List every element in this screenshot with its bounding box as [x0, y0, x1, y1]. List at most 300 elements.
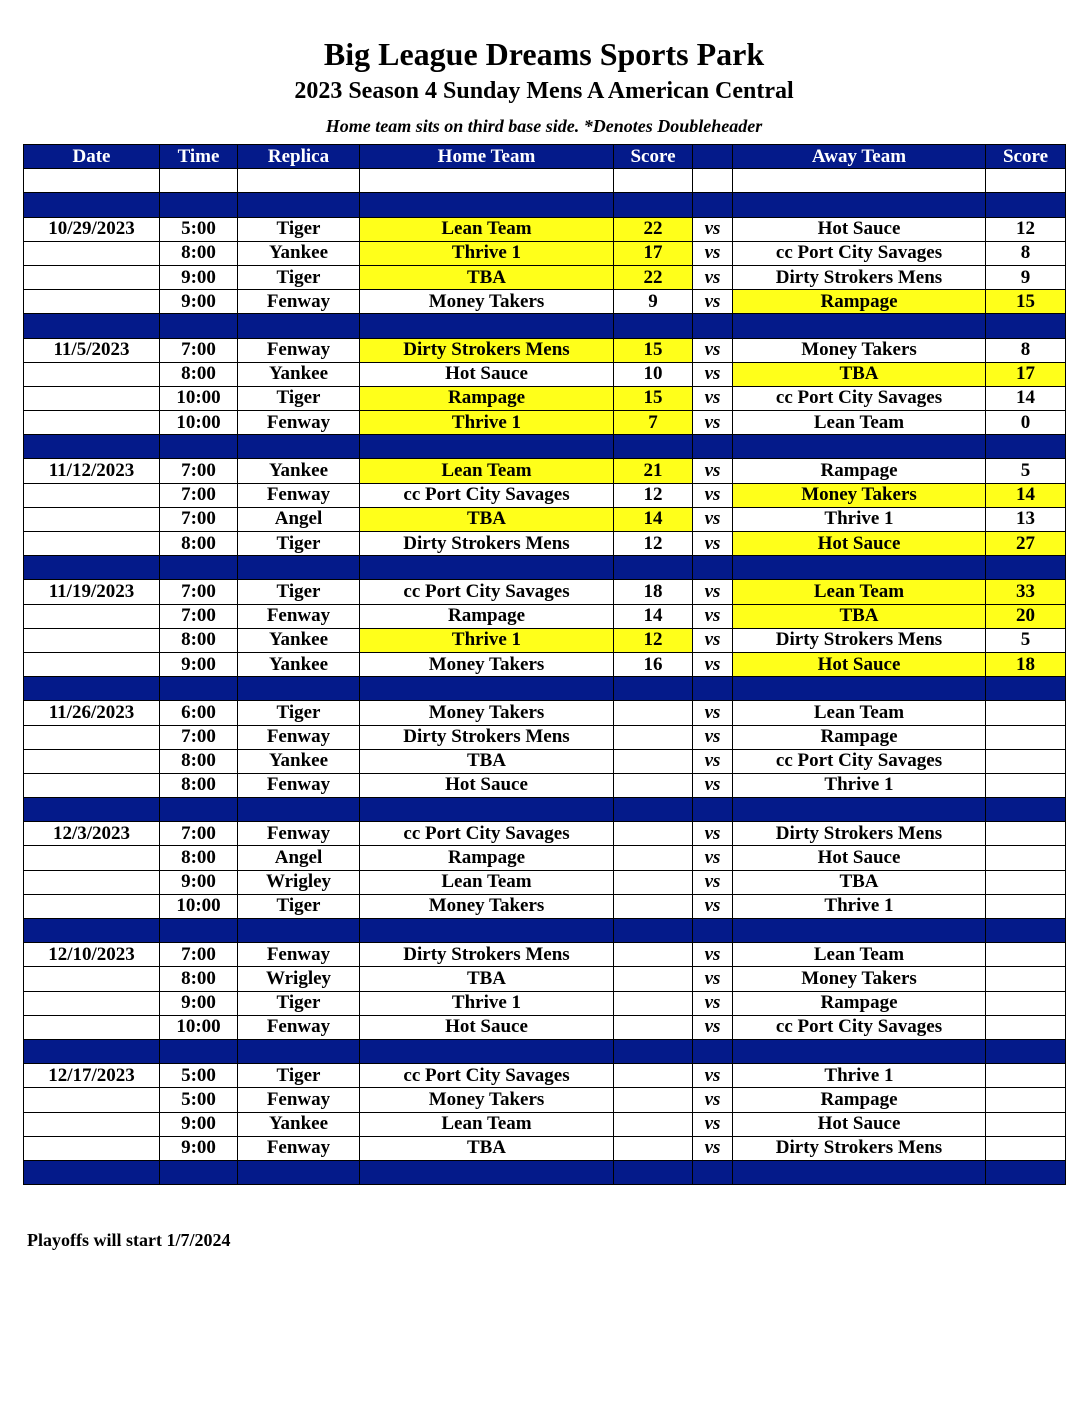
empty-cell — [733, 798, 986, 822]
empty-cell — [24, 1160, 160, 1184]
home-score: 12 — [614, 483, 693, 507]
game-time: 7:00 — [160, 822, 238, 846]
away-score: 14 — [986, 386, 1066, 410]
game-row — [24, 773, 1066, 797]
away-score: 33 — [986, 580, 1066, 604]
game-replica: Tiger — [238, 217, 360, 241]
home-score: 7 — [614, 411, 693, 435]
away-score: 8 — [986, 241, 1066, 265]
empty-cell — [360, 314, 614, 338]
game-date — [24, 894, 160, 918]
empty-cell — [160, 556, 238, 580]
game-date — [24, 749, 160, 773]
game-replica: Tiger — [238, 386, 360, 410]
empty-cell — [733, 169, 986, 193]
game-replica: Yankee — [238, 628, 360, 652]
away-score — [986, 773, 1066, 797]
vs-label: vs — [693, 362, 733, 386]
away-team: TBA — [733, 870, 986, 894]
home-score — [614, 943, 693, 967]
game-row — [24, 846, 1066, 870]
home-team: Hot Sauce — [360, 362, 614, 386]
away-score: 20 — [986, 604, 1066, 628]
home-score — [614, 870, 693, 894]
empty-cell — [693, 677, 733, 701]
home-team: Thrive 1 — [360, 991, 614, 1015]
home-score: 12 — [614, 628, 693, 652]
game-time: 7:00 — [160, 483, 238, 507]
away-team: Dirty Strokers Mens — [733, 1136, 986, 1160]
game-replica: Fenway — [238, 725, 360, 749]
empty-cell — [160, 435, 238, 459]
game-replica: Yankee — [238, 749, 360, 773]
week-separator-row — [24, 1039, 1066, 1063]
empty-cell — [733, 1039, 986, 1063]
away-score — [986, 1064, 1066, 1088]
vs-label: vs — [693, 265, 733, 289]
away-team: Thrive 1 — [733, 1064, 986, 1088]
home-score: 10 — [614, 362, 693, 386]
home-score: 15 — [614, 386, 693, 410]
home-team: Lean Team — [360, 217, 614, 241]
away-score: 13 — [986, 507, 1066, 531]
home-team: Thrive 1 — [360, 241, 614, 265]
vs-label: vs — [693, 459, 733, 483]
home-team: TBA — [360, 507, 614, 531]
empty-cell — [360, 677, 614, 701]
away-team: Rampage — [733, 991, 986, 1015]
home-team: Rampage — [360, 386, 614, 410]
game-date — [24, 846, 160, 870]
home-team: Dirty Strokers Mens — [360, 338, 614, 362]
game-row — [24, 749, 1066, 773]
vs-label: vs — [693, 628, 733, 652]
playoffs-note: Playoffs will start 1/7/2024 — [27, 1230, 231, 1250]
empty-cell — [24, 556, 160, 580]
empty-cell — [614, 556, 693, 580]
away-team: cc Port City Savages — [733, 241, 986, 265]
home-score — [614, 725, 693, 749]
header-time: Time — [160, 145, 238, 169]
empty-cell — [360, 1039, 614, 1063]
home-team: Dirty Strokers Mens — [360, 943, 614, 967]
home-team: cc Port City Savages — [360, 580, 614, 604]
home-score — [614, 1112, 693, 1136]
vs-label: vs — [693, 846, 733, 870]
home-score — [614, 991, 693, 1015]
away-score: 17 — [986, 362, 1066, 386]
vs-label: vs — [693, 870, 733, 894]
game-time: 8:00 — [160, 967, 238, 991]
empty-cell — [614, 435, 693, 459]
home-score: 14 — [614, 507, 693, 531]
game-time: 8:00 — [160, 628, 238, 652]
vs-label: vs — [693, 652, 733, 676]
home-team: Lean Team — [360, 1112, 614, 1136]
empty-cell — [360, 1160, 614, 1184]
away-score — [986, 822, 1066, 846]
empty-cell — [733, 677, 986, 701]
vs-label: vs — [693, 991, 733, 1015]
home-score — [614, 701, 693, 725]
away-team: Dirty Strokers Mens — [733, 265, 986, 289]
vs-label: vs — [693, 894, 733, 918]
away-team: Hot Sauce — [733, 532, 986, 556]
game-date: 11/5/2023 — [24, 338, 160, 362]
empty-cell — [24, 193, 160, 217]
away-team: Rampage — [733, 459, 986, 483]
empty-cell — [733, 919, 986, 943]
game-replica: Tiger — [238, 265, 360, 289]
game-row — [24, 265, 1066, 289]
game-date — [24, 265, 160, 289]
game-replica: Yankee — [238, 241, 360, 265]
empty-cell — [160, 314, 238, 338]
empty-cell — [24, 169, 160, 193]
game-time: 7:00 — [160, 725, 238, 749]
home-score: 18 — [614, 580, 693, 604]
game-replica: Yankee — [238, 459, 360, 483]
game-date — [24, 1112, 160, 1136]
game-time: 8:00 — [160, 773, 238, 797]
game-date — [24, 483, 160, 507]
away-score — [986, 1136, 1066, 1160]
game-time: 9:00 — [160, 870, 238, 894]
game-replica: Tiger — [238, 1064, 360, 1088]
away-score — [986, 1088, 1066, 1112]
home-team: TBA — [360, 265, 614, 289]
game-replica: Fenway — [238, 411, 360, 435]
game-replica: Tiger — [238, 894, 360, 918]
game-date — [24, 411, 160, 435]
vs-label: vs — [693, 822, 733, 846]
vs-label: vs — [693, 943, 733, 967]
game-time: 9:00 — [160, 265, 238, 289]
game-date — [24, 652, 160, 676]
away-score: 15 — [986, 290, 1066, 314]
game-replica: Fenway — [238, 290, 360, 314]
game-replica: Fenway — [238, 1088, 360, 1112]
game-replica: Yankee — [238, 652, 360, 676]
game-replica: Wrigley — [238, 870, 360, 894]
away-team: Lean Team — [733, 580, 986, 604]
game-time: 7:00 — [160, 338, 238, 362]
empty-cell — [733, 1160, 986, 1184]
away-team: Hot Sauce — [733, 217, 986, 241]
home-score — [614, 1088, 693, 1112]
empty-cell — [360, 919, 614, 943]
home-team: Lean Team — [360, 459, 614, 483]
header-away-score: Score — [986, 145, 1066, 169]
empty-cell — [986, 169, 1066, 193]
empty-cell — [360, 798, 614, 822]
empty-cell — [986, 1160, 1066, 1184]
away-team: Lean Team — [733, 411, 986, 435]
empty-cell — [238, 919, 360, 943]
empty-cell — [160, 1039, 238, 1063]
away-score — [986, 846, 1066, 870]
away-score: 27 — [986, 532, 1066, 556]
home-score — [614, 967, 693, 991]
home-score: 12 — [614, 532, 693, 556]
home-team: Money Takers — [360, 701, 614, 725]
home-score — [614, 894, 693, 918]
home-team: Lean Team — [360, 870, 614, 894]
empty-cell — [360, 169, 614, 193]
game-row — [24, 943, 1066, 967]
empty-cell — [693, 169, 733, 193]
away-score: 9 — [986, 265, 1066, 289]
empty-cell — [24, 919, 160, 943]
game-time: 5:00 — [160, 1088, 238, 1112]
game-row — [24, 991, 1066, 1015]
empty-cell — [614, 1039, 693, 1063]
game-date — [24, 628, 160, 652]
game-time: 10:00 — [160, 386, 238, 410]
empty-cell — [733, 314, 986, 338]
away-score — [986, 943, 1066, 967]
game-replica: Fenway — [238, 773, 360, 797]
game-date — [24, 991, 160, 1015]
empty-cell — [238, 1039, 360, 1063]
away-team: Thrive 1 — [733, 894, 986, 918]
vs-label: vs — [693, 773, 733, 797]
game-time: 10:00 — [160, 1015, 238, 1039]
game-row — [24, 1112, 1066, 1136]
vs-label: vs — [693, 241, 733, 265]
empty-cell — [986, 435, 1066, 459]
game-row — [24, 870, 1066, 894]
home-score: 17 — [614, 241, 693, 265]
home-score: 15 — [614, 338, 693, 362]
home-team: Money Takers — [360, 894, 614, 918]
empty-cell — [160, 1160, 238, 1184]
empty-cell — [160, 798, 238, 822]
away-team: cc Port City Savages — [733, 749, 986, 773]
game-replica: Fenway — [238, 338, 360, 362]
week-separator-row — [24, 677, 1066, 701]
game-time: 7:00 — [160, 580, 238, 604]
home-team: cc Port City Savages — [360, 483, 614, 507]
game-time: 8:00 — [160, 749, 238, 773]
vs-label: vs — [693, 725, 733, 749]
game-date — [24, 1136, 160, 1160]
home-score — [614, 822, 693, 846]
game-date — [24, 1015, 160, 1039]
vs-label: vs — [693, 411, 733, 435]
game-date: 12/3/2023 — [24, 822, 160, 846]
home-score — [614, 1136, 693, 1160]
empty-cell — [160, 169, 238, 193]
vs-label: vs — [693, 580, 733, 604]
game-date — [24, 1088, 160, 1112]
home-team: cc Port City Savages — [360, 822, 614, 846]
vs-label: vs — [693, 1112, 733, 1136]
vs-label: vs — [693, 483, 733, 507]
game-replica: Angel — [238, 846, 360, 870]
empty-cell — [238, 677, 360, 701]
game-time: 10:00 — [160, 894, 238, 918]
game-row — [24, 507, 1066, 531]
game-row — [24, 1088, 1066, 1112]
game-replica: Fenway — [238, 1136, 360, 1160]
empty-cell — [693, 1160, 733, 1184]
empty-cell — [986, 1039, 1066, 1063]
game-replica: Tiger — [238, 991, 360, 1015]
empty-cell — [238, 435, 360, 459]
home-score: 16 — [614, 652, 693, 676]
game-time: 10:00 — [160, 411, 238, 435]
vs-label: vs — [693, 386, 733, 410]
game-row — [24, 967, 1066, 991]
game-date — [24, 604, 160, 628]
away-team: Rampage — [733, 1088, 986, 1112]
away-score: 14 — [986, 483, 1066, 507]
vs-label: vs — [693, 1015, 733, 1039]
game-row — [24, 604, 1066, 628]
away-score — [986, 725, 1066, 749]
home-team: Dirty Strokers Mens — [360, 532, 614, 556]
game-row — [24, 217, 1066, 241]
game-replica: Fenway — [238, 604, 360, 628]
game-date — [24, 507, 160, 531]
header-date: Date — [24, 145, 160, 169]
game-replica: Wrigley — [238, 967, 360, 991]
page-title: Big League Dreams Sports Park — [323, 36, 765, 72]
away-score: 5 — [986, 628, 1066, 652]
empty-cell — [614, 193, 693, 217]
home-score: 22 — [614, 265, 693, 289]
game-time: 5:00 — [160, 217, 238, 241]
empty-cell — [238, 169, 360, 193]
empty-cell — [986, 798, 1066, 822]
empty-cell — [24, 1039, 160, 1063]
empty-cell — [238, 193, 360, 217]
page-subtitle: 2023 Season 4 Sunday Mens A American Central — [294, 78, 794, 104]
game-row — [24, 652, 1066, 676]
vs-label: vs — [693, 1064, 733, 1088]
empty-cell — [24, 798, 160, 822]
game-row — [24, 628, 1066, 652]
game-row — [24, 411, 1066, 435]
game-replica: Fenway — [238, 943, 360, 967]
home-score — [614, 773, 693, 797]
away-score: 0 — [986, 411, 1066, 435]
away-team: TBA — [733, 604, 986, 628]
game-time: 7:00 — [160, 943, 238, 967]
empty-cell — [160, 919, 238, 943]
home-team: Thrive 1 — [360, 411, 614, 435]
game-date: 10/29/2023 — [24, 217, 160, 241]
away-team: Dirty Strokers Mens — [733, 628, 986, 652]
empty-cell — [360, 435, 614, 459]
empty-cell — [238, 314, 360, 338]
empty-cell — [733, 435, 986, 459]
home-team: Rampage — [360, 846, 614, 870]
game-replica: Fenway — [238, 1015, 360, 1039]
away-team: Money Takers — [733, 338, 986, 362]
empty-cell — [693, 435, 733, 459]
home-team: Hot Sauce — [360, 773, 614, 797]
away-score: 18 — [986, 652, 1066, 676]
game-date: 12/10/2023 — [24, 943, 160, 967]
home-team: Hot Sauce — [360, 1015, 614, 1039]
game-time: 9:00 — [160, 1112, 238, 1136]
vs-label: vs — [693, 1136, 733, 1160]
away-team: TBA — [733, 362, 986, 386]
home-score — [614, 749, 693, 773]
home-team: Money Takers — [360, 290, 614, 314]
vs-label: vs — [693, 532, 733, 556]
game-row — [24, 290, 1066, 314]
home-score — [614, 846, 693, 870]
week-separator-row — [24, 556, 1066, 580]
home-team: Money Takers — [360, 1088, 614, 1112]
away-team: Money Takers — [733, 483, 986, 507]
game-time: 7:00 — [160, 459, 238, 483]
home-score: 21 — [614, 459, 693, 483]
game-replica: Fenway — [238, 483, 360, 507]
game-date: 11/19/2023 — [24, 580, 160, 604]
away-team: Rampage — [733, 725, 986, 749]
vs-label: vs — [693, 338, 733, 362]
away-team: Dirty Strokers Mens — [733, 822, 986, 846]
home-team: TBA — [360, 967, 614, 991]
home-team: TBA — [360, 1136, 614, 1160]
game-row — [24, 725, 1066, 749]
game-date — [24, 532, 160, 556]
vs-label: vs — [693, 1088, 733, 1112]
home-team: cc Port City Savages — [360, 1064, 614, 1088]
away-team: cc Port City Savages — [733, 386, 986, 410]
away-team: Thrive 1 — [733, 773, 986, 797]
week-separator-row — [24, 314, 1066, 338]
week-separator-row — [24, 919, 1066, 943]
header-replica: Replica — [238, 145, 360, 169]
game-date: 11/26/2023 — [24, 701, 160, 725]
game-row — [24, 1064, 1066, 1088]
empty-cell — [238, 798, 360, 822]
away-score: 12 — [986, 217, 1066, 241]
game-row — [24, 241, 1066, 265]
away-score — [986, 701, 1066, 725]
blank-row — [24, 169, 1066, 193]
empty-cell — [986, 556, 1066, 580]
away-score — [986, 967, 1066, 991]
empty-cell — [360, 193, 614, 217]
away-score: 8 — [986, 338, 1066, 362]
schedule-body — [24, 169, 1066, 1185]
away-team: Money Takers — [733, 967, 986, 991]
home-team: Money Takers — [360, 652, 614, 676]
empty-cell — [160, 193, 238, 217]
game-row — [24, 1015, 1066, 1039]
away-score — [986, 749, 1066, 773]
game-replica: Yankee — [238, 362, 360, 386]
away-team: Hot Sauce — [733, 652, 986, 676]
home-score: 14 — [614, 604, 693, 628]
game-time: 8:00 — [160, 846, 238, 870]
game-time: 9:00 — [160, 1136, 238, 1160]
empty-cell — [24, 314, 160, 338]
schedule-table — [23, 144, 1066, 1185]
empty-cell — [693, 556, 733, 580]
game-date — [24, 362, 160, 386]
game-row — [24, 894, 1066, 918]
empty-cell — [360, 556, 614, 580]
empty-cell — [733, 556, 986, 580]
away-team: Hot Sauce — [733, 846, 986, 870]
